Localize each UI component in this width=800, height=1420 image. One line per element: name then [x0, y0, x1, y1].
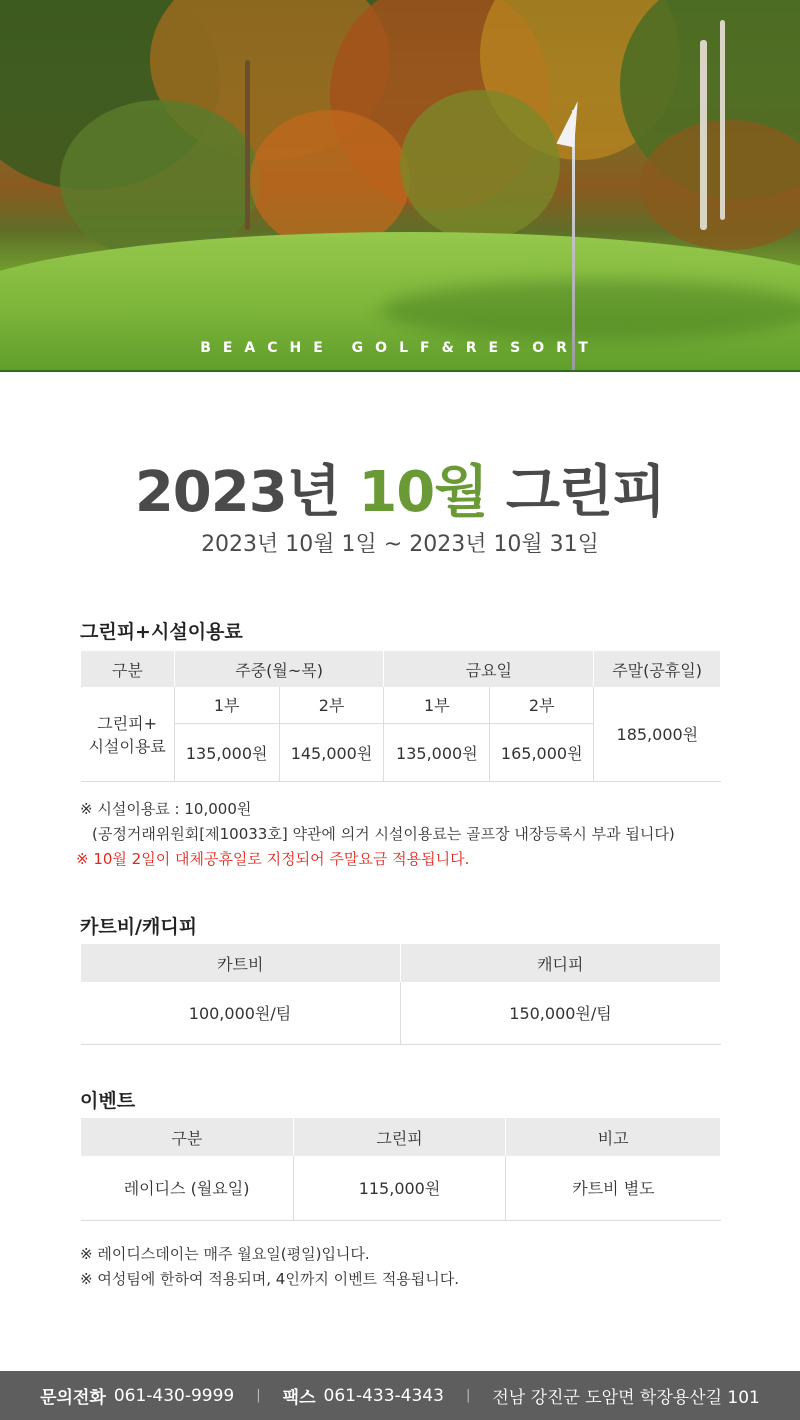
title-year: 2023년	[134, 460, 340, 525]
holiday-notice: ※ 10월 2일이 대체공휴일로 지정되어 주말요금 적용됩니다.	[76, 850, 470, 868]
facility-fee-note: ※ 시설이용료 : 10,000원	[80, 800, 252, 818]
friday-part1: 1부	[384, 687, 490, 723]
fax-number: 061-433-4343	[323, 1385, 444, 1406]
address: 전남 강진군 도암면 학장용산길 101	[492, 1388, 760, 1408]
foliage	[250, 110, 410, 250]
green-shadow	[380, 280, 800, 340]
contact-footer	[0, 1371, 800, 1420]
event-remark: 카트비 별도	[506, 1156, 721, 1220]
footer-separator: |	[256, 1388, 261, 1403]
hero-banner	[0, 0, 800, 372]
phone-label: 문의전화	[40, 1388, 106, 1408]
header-weekend: 주말(공휴일)	[594, 651, 721, 687]
event-green-fee: 115,000원	[293, 1156, 506, 1220]
brand-name: BEACHE GOLF&RESORT	[200, 340, 600, 356]
flag-pole	[572, 110, 575, 372]
friday-part2-price: 165,000원	[490, 723, 594, 781]
row-label-line1: 그린피+	[97, 713, 157, 733]
title-month: 10월	[358, 460, 488, 525]
tree-trunk	[700, 40, 707, 230]
friday-part1-price: 135,000원	[384, 723, 490, 781]
weekend-price: 185,000원	[594, 687, 721, 781]
header-friday: 금요일	[384, 651, 594, 687]
tree-trunk	[245, 60, 250, 230]
event-section-title: 이벤트	[80, 1090, 136, 1112]
ladies-day-note: ※ 레이디스데이는 매주 월요일(평일)입니다.	[80, 1245, 370, 1263]
page-title	[0, 455, 800, 531]
hero-divider	[0, 370, 800, 372]
row-label-line2: 시설이용료	[88, 736, 166, 756]
weekday-part2: 2부	[279, 687, 384, 723]
phone-number[interactable]: 061-430-9999	[113, 1385, 235, 1406]
cart-caddie-table	[80, 944, 721, 1045]
footer-separator: |	[465, 1388, 471, 1403]
header-caddie-fee: 캐디피	[400, 944, 721, 982]
row-label	[81, 687, 175, 781]
header-cart-fee: 카트비	[81, 944, 401, 982]
header-event-remark: 비고	[506, 1118, 721, 1156]
weekday-part2-price: 145,000원	[279, 723, 384, 781]
weekday-part1: 1부	[174, 687, 279, 723]
header-weekday: 주중(월~목)	[174, 651, 384, 687]
header-event-category: 구분	[81, 1118, 294, 1156]
header-category: 구분	[81, 651, 175, 687]
title-suffix: 그린피	[505, 460, 666, 525]
tree-trunk	[720, 20, 725, 220]
green-fee-table	[80, 651, 721, 782]
facility-fee-note-detail: (공정거래위원회[제10033호] 약관에 의거 시설이용료는 골프장 내장등록시 부과 됩니다)	[92, 825, 675, 843]
foliage	[400, 90, 560, 240]
friday-part2: 2부	[490, 687, 594, 723]
cart-fee-value: 100,000원/팀	[81, 982, 401, 1044]
event-category: 레이디스 (월요일)	[81, 1156, 294, 1220]
event-condition-note: ※ 여성팀에 한하여 적용되며, 4인까지 이벤트 적용됩니다.	[80, 1270, 460, 1288]
header-event-green-fee: 그린피	[293, 1118, 506, 1156]
cart-caddie-section-title: 카트비/캐디피	[80, 916, 198, 938]
green-fee-section-title: 그린피+시설이용료	[80, 621, 243, 643]
fax-label: 팩스	[282, 1388, 316, 1408]
caddie-fee-value: 150,000원/팀	[400, 982, 721, 1044]
period-subtitle: 2023년 10월 1일 ~ 2023년 10월 31일	[201, 532, 599, 557]
event-table	[80, 1118, 721, 1221]
weekday-part1-price: 135,000원	[174, 723, 279, 781]
foliage	[60, 100, 260, 260]
